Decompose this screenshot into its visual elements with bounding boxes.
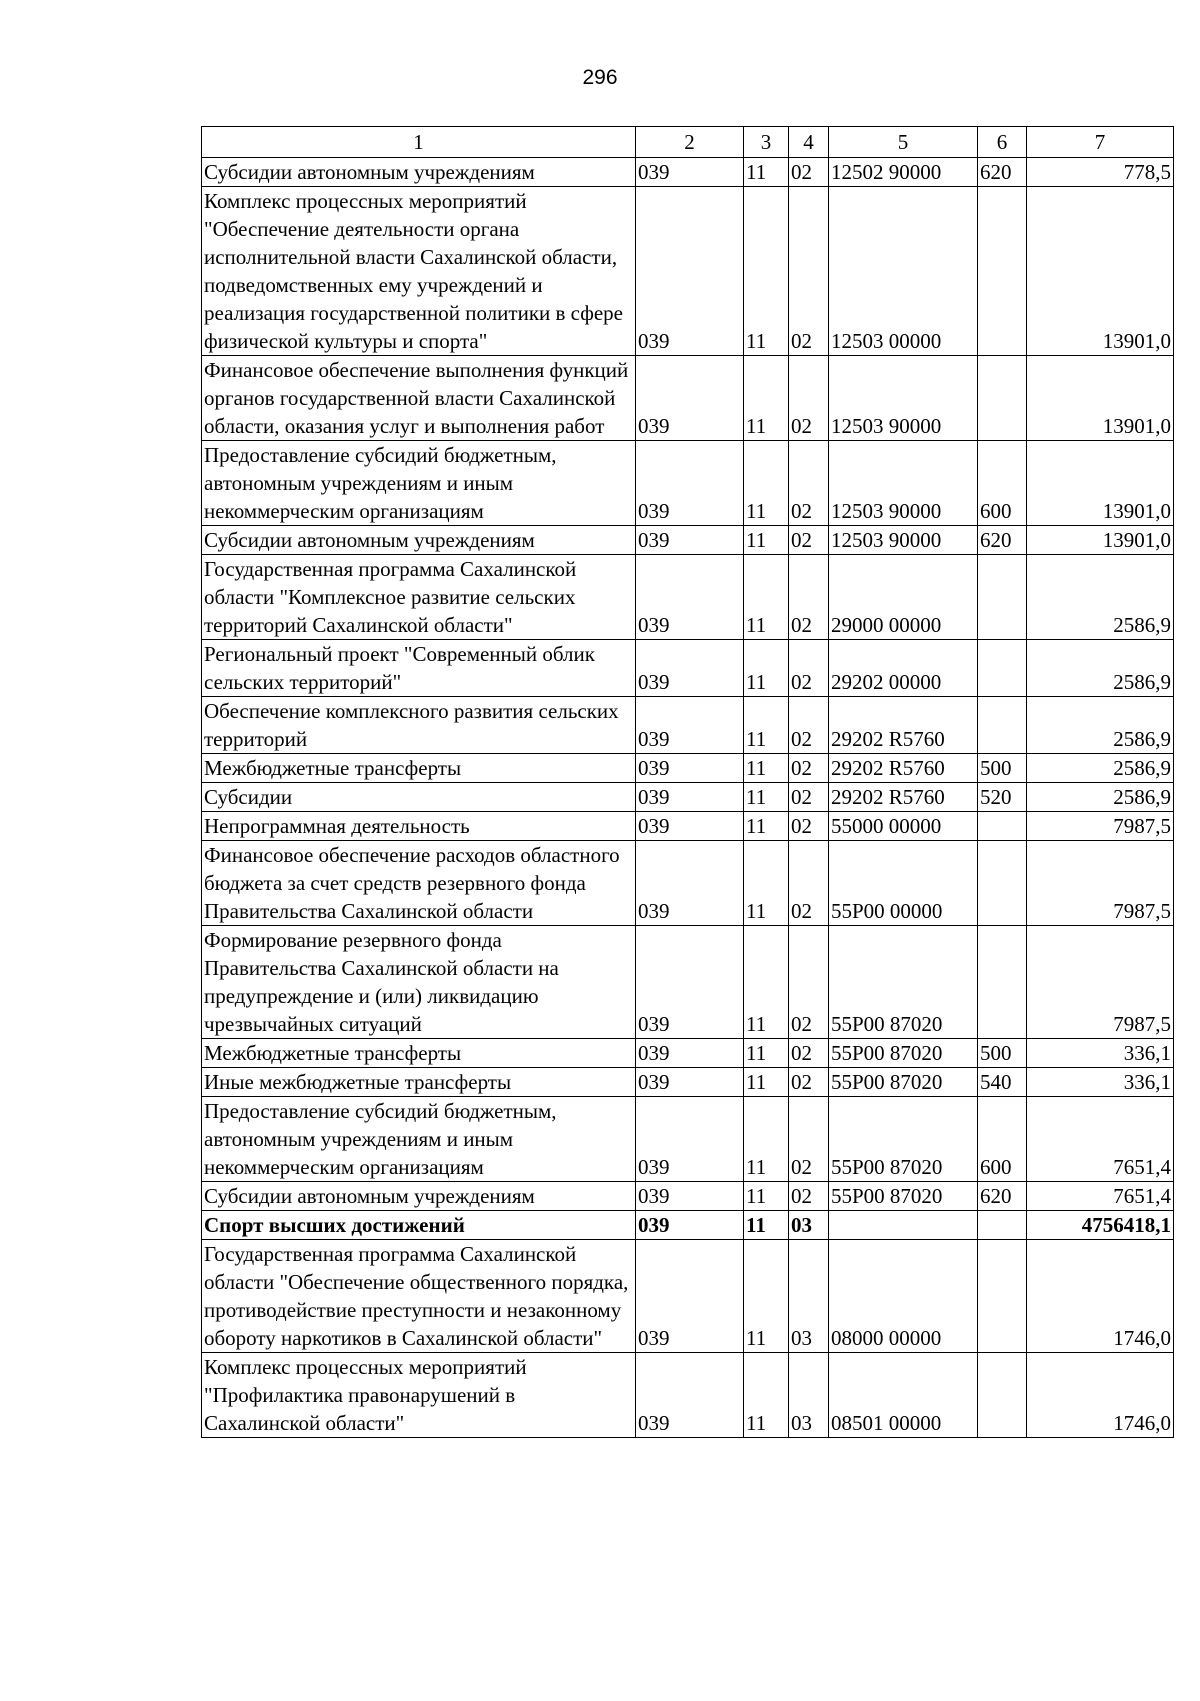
amount-cell: 13901,0: [1027, 187, 1174, 356]
section-code-cell: 11: [744, 187, 789, 356]
amount-cell: 7987,5: [1027, 926, 1174, 1039]
table-header-row: [202, 127, 1174, 158]
amount-cell: 2586,9: [1027, 783, 1174, 812]
amount-cell: 2586,9: [1027, 555, 1174, 640]
item-name-cell: Межбюджетные трансферты: [202, 1039, 636, 1068]
ministry-code-cell: 039: [636, 783, 744, 812]
table-row: [202, 1068, 1174, 1097]
section-code-cell: 11: [744, 441, 789, 526]
item-name-cell: Непрограммная деятельность: [202, 812, 636, 841]
target-article-cell: 12503 90000: [829, 356, 978, 441]
subsection-code-cell: 03: [789, 1240, 829, 1353]
amount-cell: 2586,9: [1027, 754, 1174, 783]
expense-type-cell: 620: [978, 1182, 1027, 1211]
expense-type-cell: 520: [978, 783, 1027, 812]
ministry-code-cell: 039: [636, 1182, 744, 1211]
item-name-cell: Предоставление субсидий бюджетным, автономным учреждениям и иным некоммерческим организациям: [202, 441, 636, 526]
subsection-code-cell: 02: [789, 187, 829, 356]
amount-cell: 13901,0: [1027, 356, 1174, 441]
amount-cell: 2586,9: [1027, 697, 1174, 754]
expense-type-cell: [978, 640, 1027, 697]
section-code-cell: 11: [744, 1068, 789, 1097]
amount-cell: 4756418,1: [1027, 1211, 1174, 1240]
amount-cell: 2586,9: [1027, 640, 1174, 697]
target-article-cell: 12503 90000: [829, 441, 978, 526]
expense-type-cell: [978, 1353, 1027, 1438]
subsection-code-cell: 02: [789, 697, 829, 754]
ministry-code-cell: 039: [636, 812, 744, 841]
amount-cell: 7651,4: [1027, 1097, 1174, 1182]
section-code-cell: 11: [744, 926, 789, 1039]
target-article-cell: 55Р00 87020: [829, 1182, 978, 1211]
section-code-cell: 11: [744, 526, 789, 555]
amount-cell: 13901,0: [1027, 441, 1174, 526]
table-row: [202, 697, 1174, 754]
subsection-code-cell: 02: [789, 812, 829, 841]
expense-type-cell: 500: [978, 1039, 1027, 1068]
table-row: [202, 1039, 1174, 1068]
table-row: [202, 1211, 1174, 1240]
subsection-code-cell: 02: [789, 841, 829, 926]
ministry-code-cell: 039: [636, 697, 744, 754]
section-code-cell: 11: [744, 1211, 789, 1240]
expense-type-cell: [978, 926, 1027, 1039]
subsection-code-cell: 02: [789, 1182, 829, 1211]
section-code-cell: 11: [744, 841, 789, 926]
target-article-cell: 12503 00000: [829, 187, 978, 356]
subsection-code-cell: 02: [789, 158, 829, 187]
target-article-cell: 12502 90000: [829, 158, 978, 187]
item-name-cell: Субсидии: [202, 783, 636, 812]
section-code-cell: 11: [744, 1353, 789, 1438]
amount-cell: 7987,5: [1027, 841, 1174, 926]
section-code-cell: 11: [744, 555, 789, 640]
target-article-cell: 55Р00 87020: [829, 926, 978, 1039]
target-article-cell: 29202 R5760: [829, 783, 978, 812]
section-code-cell: 11: [744, 783, 789, 812]
item-name-cell: Финансовое обеспечение выполнения функций органов государственной власти Сахалинской области, оказания услуг и выполнения работ: [202, 356, 636, 441]
section-code-cell: 11: [744, 697, 789, 754]
expense-type-cell: 600: [978, 1097, 1027, 1182]
target-article-cell: 29000 00000: [829, 555, 978, 640]
target-article-cell: 55Р00 87020: [829, 1097, 978, 1182]
subsection-code-cell: 02: [789, 356, 829, 441]
table-row: [202, 1182, 1174, 1211]
ministry-code-cell: 039: [636, 187, 744, 356]
subsection-code-cell: 02: [789, 1068, 829, 1097]
table-row: [202, 158, 1174, 187]
subsection-code-cell: 02: [789, 555, 829, 640]
ministry-code-cell: 039: [636, 1039, 744, 1068]
subsection-code-cell: 02: [789, 1039, 829, 1068]
item-name-cell: Субсидии автономным учреждениям: [202, 158, 636, 187]
expense-type-cell: [978, 555, 1027, 640]
amount-cell: 7651,4: [1027, 1182, 1174, 1211]
amount-cell: 7987,5: [1027, 812, 1174, 841]
amount-cell: 336,1: [1027, 1039, 1174, 1068]
table-row: [202, 441, 1174, 526]
ministry-code-cell: 039: [636, 640, 744, 697]
ministry-code-cell: 039: [636, 555, 744, 640]
table-row: [202, 526, 1174, 555]
table-row: [202, 812, 1174, 841]
expense-type-cell: 620: [978, 526, 1027, 555]
table-row: [202, 841, 1174, 926]
expense-type-cell: 500: [978, 754, 1027, 783]
ministry-code-cell: 039: [636, 1353, 744, 1438]
table-row: [202, 754, 1174, 783]
subsection-code-cell: 03: [789, 1211, 829, 1240]
item-name-cell: Региональный проект "Современный облик сельских территорий": [202, 640, 636, 697]
subsection-code-cell: 02: [789, 1097, 829, 1182]
target-article-cell: 12503 90000: [829, 526, 978, 555]
header-cell: 3: [744, 127, 789, 158]
item-name-cell: Межбюджетные трансферты: [202, 754, 636, 783]
ministry-code-cell: 039: [636, 1097, 744, 1182]
target-article-cell: 08501 00000: [829, 1353, 978, 1438]
expense-type-cell: 540: [978, 1068, 1027, 1097]
item-name-cell: Формирование резервного фонда Правительства Сахалинской области на предупреждение и (или) ликвидацию чрезвычайных ситуаций: [202, 926, 636, 1039]
target-article-cell: 55Р00 87020: [829, 1039, 978, 1068]
item-name-cell: Субсидии автономным учреждениям: [202, 526, 636, 555]
item-name-cell: Комплекс процессных мероприятий "Профилактика правонарушений в Сахалинской области": [202, 1353, 636, 1438]
header-cell: 6: [978, 127, 1027, 158]
section-code-cell: 11: [744, 1240, 789, 1353]
target-article-cell: 29202 R5760: [829, 754, 978, 783]
table-row: [202, 555, 1174, 640]
amount-cell: 13901,0: [1027, 526, 1174, 555]
subsection-code-cell: 03: [789, 1353, 829, 1438]
amount-cell: 778,5: [1027, 158, 1174, 187]
ministry-code-cell: 039: [636, 1240, 744, 1353]
table-row: [202, 783, 1174, 812]
table-row: [202, 1097, 1174, 1182]
item-name-cell: Государственная программа Сахалинской области "Обеспечение общественного порядка, противодействие преступности и незаконному обороту наркотиков в Сахалинской области": [202, 1240, 636, 1353]
ministry-code-cell: 039: [636, 926, 744, 1039]
section-code-cell: 11: [744, 754, 789, 783]
subsection-code-cell: 02: [789, 640, 829, 697]
item-name-cell: Предоставление субсидий бюджетным, автономным учреждениям и иным некоммерческим организациям: [202, 1097, 636, 1182]
header-cell: 2: [636, 127, 744, 158]
target-article-cell: 55Р00 87020: [829, 1068, 978, 1097]
table-body: [202, 158, 1174, 1438]
page-number: 296: [582, 66, 618, 89]
subsection-code-cell: 02: [789, 783, 829, 812]
expense-type-cell: 620: [978, 158, 1027, 187]
item-name-cell: Финансовое обеспечение расходов областного бюджета за счет средств резервного фонда Правительства Сахалинской области: [202, 841, 636, 926]
header-cell: 4: [789, 127, 829, 158]
header-cell: 1: [202, 127, 636, 158]
expense-type-cell: 600: [978, 441, 1027, 526]
budget-table: [201, 126, 1174, 1438]
item-name-cell: Спорт высших достижений: [202, 1211, 636, 1240]
amount-cell: 1746,0: [1027, 1240, 1174, 1353]
target-article-cell: 29202 00000: [829, 640, 978, 697]
amount-cell: 336,1: [1027, 1068, 1174, 1097]
ministry-code-cell: 039: [636, 158, 744, 187]
expense-type-cell: [978, 1211, 1027, 1240]
section-code-cell: 11: [744, 640, 789, 697]
section-code-cell: 11: [744, 1039, 789, 1068]
target-article-cell: 55000 00000: [829, 812, 978, 841]
subsection-code-cell: 02: [789, 526, 829, 555]
item-name-cell: Комплекс процессных мероприятий "Обеспечение деятельности органа исполнительной власти Сахалинской области, подведомственных ему учреждений и реализация государственной политики в сфере физической культуры и спорта": [202, 187, 636, 356]
item-name-cell: Государственная программа Сахалинской области "Комплексное развитие сельских территорий Сахалинской области": [202, 555, 636, 640]
target-article-cell: 29202 R5760: [829, 697, 978, 754]
section-code-cell: 11: [744, 812, 789, 841]
expense-type-cell: [978, 697, 1027, 754]
section-code-cell: 11: [744, 1182, 789, 1211]
section-code-cell: 11: [744, 158, 789, 187]
item-name-cell: Субсидии автономным учреждениям: [202, 1182, 636, 1211]
target-article-cell: 55Р00 00000: [829, 841, 978, 926]
expense-type-cell: [978, 841, 1027, 926]
ministry-code-cell: 039: [636, 356, 744, 441]
subsection-code-cell: 02: [789, 926, 829, 1039]
ministry-code-cell: 039: [636, 526, 744, 555]
expense-type-cell: [978, 812, 1027, 841]
subsection-code-cell: 02: [789, 754, 829, 783]
target-article-cell: 08000 00000: [829, 1240, 978, 1353]
section-code-cell: 11: [744, 356, 789, 441]
expense-type-cell: [978, 1240, 1027, 1353]
table-row: [202, 1353, 1174, 1438]
section-code-cell: 11: [744, 1097, 789, 1182]
ministry-code-cell: 039: [636, 1068, 744, 1097]
header-cell: 5: [829, 127, 978, 158]
target-article-cell: [829, 1211, 978, 1240]
table-row: [202, 1240, 1174, 1353]
ministry-code-cell: 039: [636, 441, 744, 526]
table-row: [202, 640, 1174, 697]
subsection-code-cell: 02: [789, 441, 829, 526]
table-row: [202, 187, 1174, 356]
ministry-code-cell: 039: [636, 754, 744, 783]
expense-type-cell: [978, 187, 1027, 356]
table-row: [202, 356, 1174, 441]
header-cell: 7: [1027, 127, 1174, 158]
item-name-cell: Обеспечение комплексного развития сельских территорий: [202, 697, 636, 754]
amount-cell: 1746,0: [1027, 1353, 1174, 1438]
item-name-cell: Иные межбюджетные трансферты: [202, 1068, 636, 1097]
expense-type-cell: [978, 356, 1027, 441]
table-row: [202, 926, 1174, 1039]
ministry-code-cell: 039: [636, 841, 744, 926]
ministry-code-cell: 039: [636, 1211, 744, 1240]
